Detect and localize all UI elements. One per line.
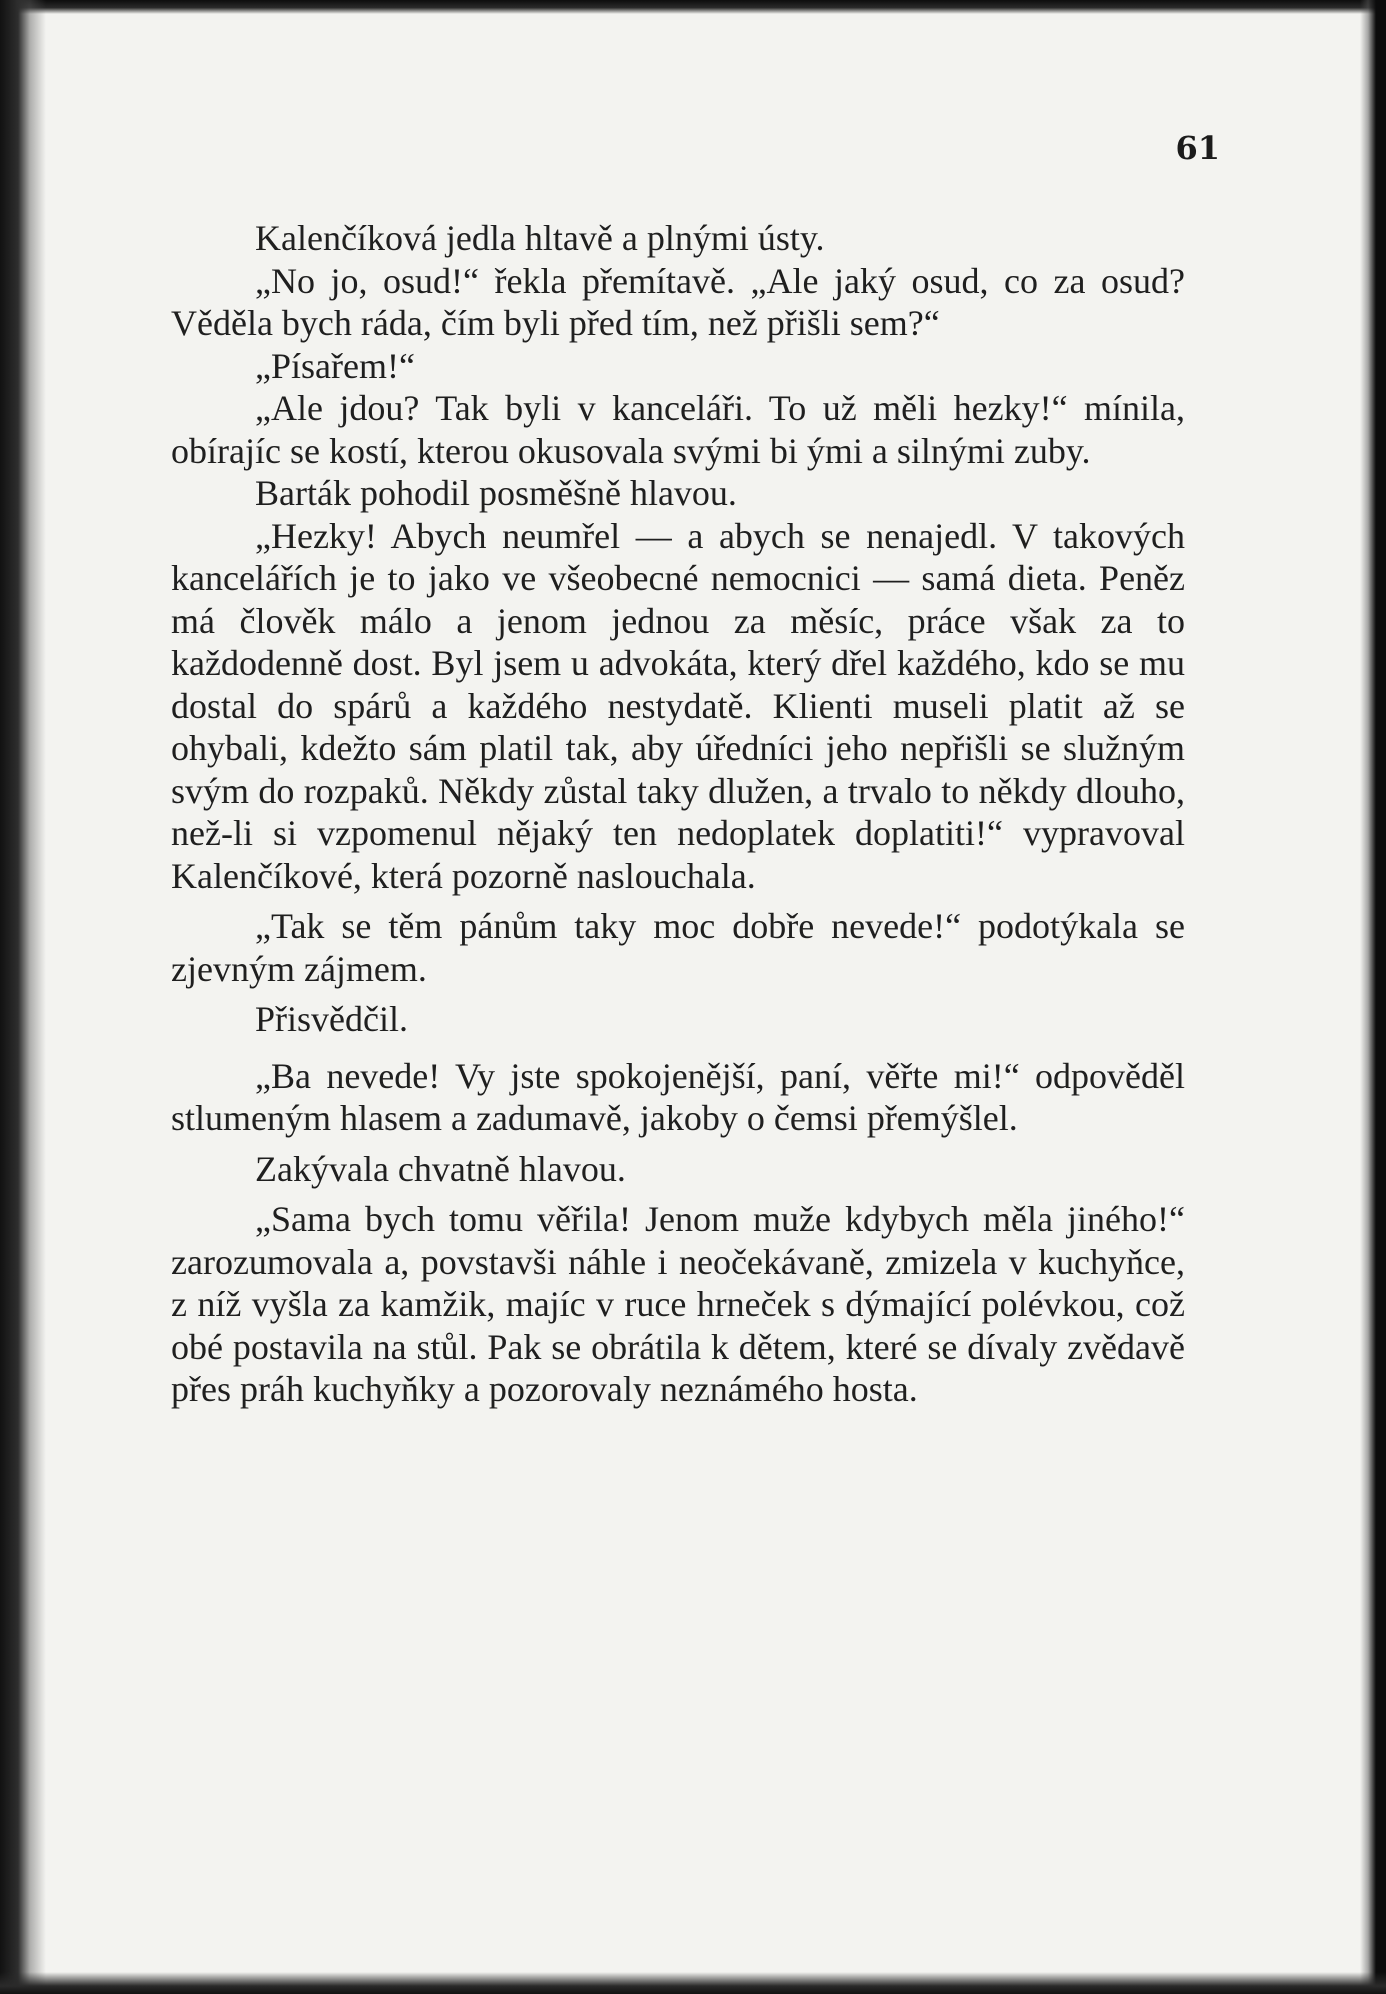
page-number: 61 (1175, 129, 1220, 167)
paragraph: „Ale jdou? Tak byli v kanceláři. To už měli hezky!“ mínila, obírajíc se kostí, kterou okusovala svými bi ými a silnými zuby. (171, 388, 1185, 471)
paragraph: „Hezky! Abych neumřel — a abych se nenajedl. V takových kancelářích je to jako ve všeobecné nemocnici — samá dieta. Peněz má člověk málo a jenom jednou za měsíc, práce však za to každodenně dost. Byl jsem u advokáta, který dřel každého, kdo se mu dostal do spárů a každého nestydatě. Klienti museli platit až se ohybali, kdežto sám platil tak, aby úředníci jeho nepřišli se služným svým do rozpaků. Někdy zůstal taky dlužen, a trvalo to někdy dlouho, než-li si vzpomenul nějaký ten nedoplatek doplatiti!“ vypravoval Kalenčíkové, která pozorně naslouchala. (171, 515, 1185, 896)
paragraph: Barták pohodil posměšně hlavou. (255, 473, 737, 513)
paragraph: Přisvědčil. (255, 999, 408, 1039)
scan-border-bottom (0, 1972, 1386, 1994)
paragraph: „Písařem!“ (255, 345, 415, 386)
paragraph: Zakývala chvatně hlavou. (255, 1148, 626, 1189)
body-text (171, 217, 1185, 1411)
paragraph: Kalenčíková jedla hltavě a plnými ústy. (255, 218, 825, 258)
scan-border-right (1360, 0, 1386, 1994)
paragraph: „Sama bych tomu věřila! Jenom muže kdybych měla jiného!“ zarozumovala a, povstavši náhle i neočekávaně, zmizela v kuchyňce, z níž vyšla za kamžik, majíc v ruce hrneček s dýmající polévkou, což obé postavila na stůl. Pak se obrátila k dětem, které se dívaly zvědavě přes práh kuchyňky a pozorovaly neznámého hosta. (171, 1199, 1185, 1409)
paragraph: „Ba nevede! Vy jste spokojenější, paní, věřte mi!“ odpověděl stlumeným hlasem a zadumavě, jakoby o čemsi přemýšlel. (171, 1055, 1185, 1138)
paragraph: „Tak se těm pánům taky moc dobře nevede!“ podotýkala se zjevným zájmem. (171, 906, 1185, 989)
scan-border-top (0, 0, 1386, 14)
paragraph: „No jo, osud!“ řekla přemítavě. „Ale jaký osud, co za osud? Věděla bych ráda, čím byli před tím, než přišli sem?“ (171, 260, 1185, 343)
scan-border-left (0, 0, 46, 1994)
